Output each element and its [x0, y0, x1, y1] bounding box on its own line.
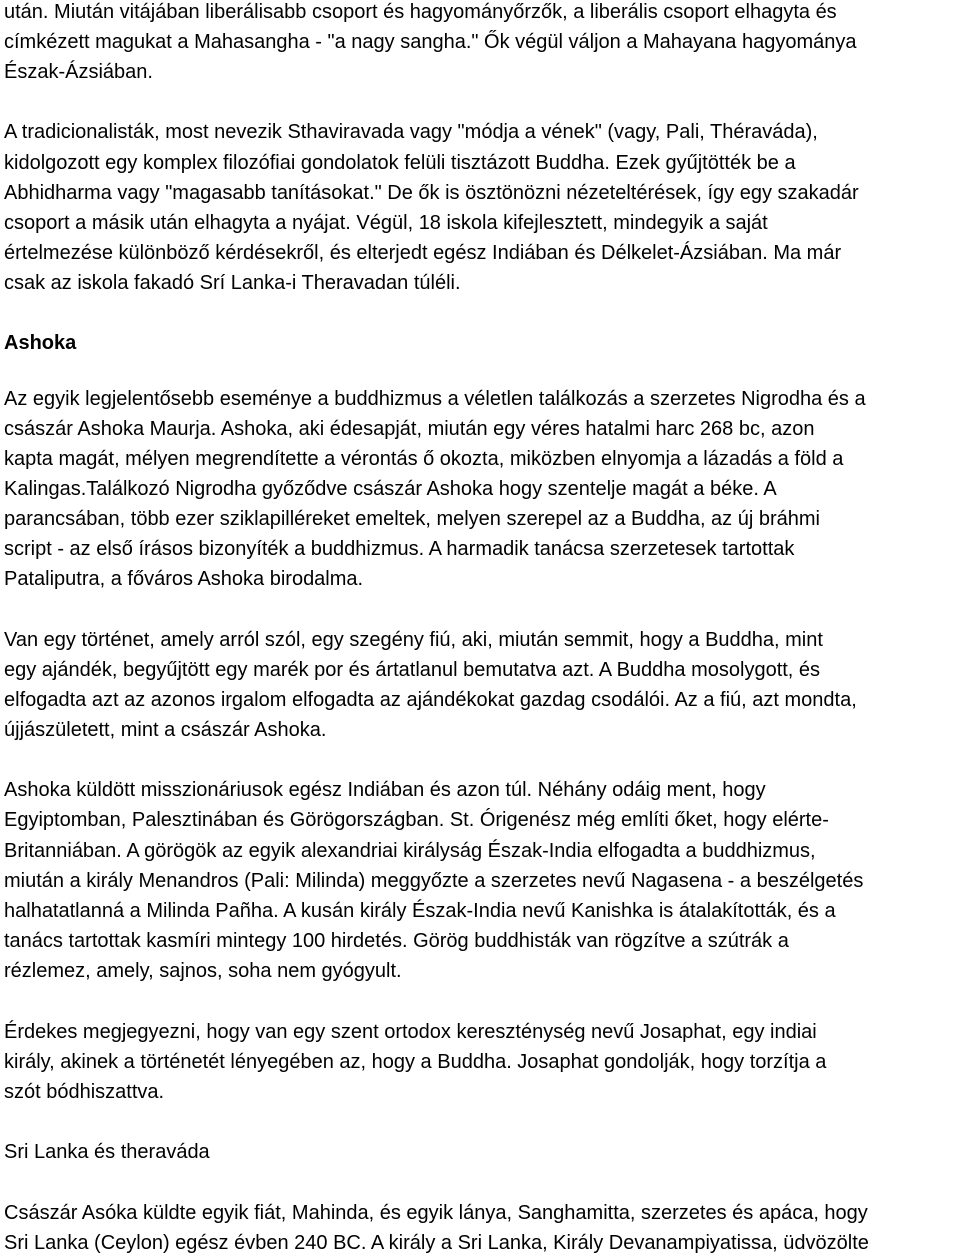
text-line: után. Miután vitájában liberálisabb csoport és hagyományőrzők, a liberális csoport elhagyta és	[4, 1, 837, 23]
text-line: Britanniában. A görögök az egyik alexandriai királyság Észak-India elfogadta a buddhizmus,	[4, 840, 816, 862]
text-line: Észak-Ázsiában.	[4, 61, 153, 83]
text-line: Egyiptomban, Palesztinában és Görögországban. St. Órigenész még említi őket, hogy elérte-	[4, 809, 829, 831]
text-line: szót bódhiszattva.	[4, 1081, 165, 1103]
section-heading-ashoka: Ashoka	[4, 332, 77, 354]
text-line: Pataliputra, a főváros Ashoka birodalma.	[4, 568, 364, 590]
text-line: elfogadta azt az azonos irgalom elfogadta az ajándékokat gazdag csodálói. Az a fiú, azt mondta,	[4, 689, 857, 711]
text-line: A tradicionalisták, most nevezik Sthaviravada vagy "módja a vének" (vagy, Pali, Théraváda),	[4, 121, 818, 143]
text-line: tanács tartottak kasmíri mintegy 100 hirdetés. Görög buddhisták van rögzítve a szútrák a	[4, 930, 789, 952]
text-line: script - az első írásos bizonyíték a buddhizmus. A harmadik tanácsa szerzetesek tartottak	[4, 538, 795, 560]
text-line: Az egyik legjelentősebb eseménye a buddhizmus a véletlen találkozás a szerzetes Nigrodha és a	[4, 388, 866, 410]
section-heading-sri-lanka: Sri Lanka és theraváda	[4, 1141, 210, 1163]
text-line: Sri Lanka (Ceylon) egész évben 240 BC. A király a Sri Lanka, Király Devanampiyatissa, üdvözölte	[4, 1232, 869, 1254]
text-line: értelmezése különböző kérdésekről, és elterjedt egész Indiában és Délkelet-Ázsiában. Ma már	[4, 242, 842, 264]
text-line: kapta magát, mélyen megrendítette a vérontás ő okozta, miközben elnyomja a lázadás a föld a	[4, 448, 844, 470]
text-line: miután a király Menandros (Pali: Milinda) meggyőzte a szerzetes nevű Nagasena - a beszélgetés	[4, 870, 864, 892]
text-line: kidolgozott egy komplex filozófiai gondolatok felüli tisztázott Buddha. Ezek gyűjtötték be a	[4, 152, 796, 174]
text-line: egy ajándék, begyűjtött egy marék por és ártatlanul bemutatva azt. A Buddha mosolygott, és	[4, 659, 821, 681]
text-line: rézlemez, amely, sajnos, soha nem gyógyult.	[4, 960, 402, 982]
text-line: császár Ashoka Maurja. Ashoka, aki édesapját, miután egy véres hatalmi harc 268 bc, azon	[4, 418, 815, 440]
text-line: Ashoka küldött misszionáriusok egész Indiában és azon túl. Néhány odáig ment, hogy	[4, 779, 766, 801]
text-line: király, akinek a történetét lényegében az, hogy a Buddha. Josaphat gondolják, hogy torzítja a	[4, 1051, 827, 1073]
text-line: csak az iskola fakadó Srí Lanka-i Theravadan túléli.	[4, 272, 461, 294]
text-line: Császár Asóka küldte egyik fiát, Mahinda, és egyik lánya, Sanghamitta, szerzetes és apáca, hogy	[4, 1202, 868, 1224]
text-line: újjászületett, mint a császár Ashoka.	[4, 719, 327, 741]
text-line: Abhidharma vagy "magasabb tanításokat." De ők is ösztönözni nézeteltérések, így egy szakadár	[4, 182, 859, 204]
text-line: halhatatlanná a Milinda Pañha. A kusán király Észak-India nevű Kanishka is átalakították, és a	[4, 900, 836, 922]
text-line: parancsában, több ezer sziklapilléreket emeltek, melyen szerepel az a Buddha, az új bráhmi	[4, 508, 820, 530]
text-line: csoport a másik után elhagyta a nyájat. Végül, 18 iskola kifejlesztett, mindegyik a saját	[4, 212, 768, 234]
text-line: Kalingas.Találkozó Nigrodha győződve császár Ashoka hogy szentelje magát a béke. A	[4, 478, 777, 500]
text-line: címkézett magukat a Mahasangha - "a nagy sangha." Ők végül váljon a Mahayana hagyománya	[4, 31, 857, 53]
text-line: Érdekes megjegyezni, hogy van egy szent ortodox kereszténység nevű Josaphat, egy indiai	[4, 1021, 817, 1043]
text-line: Van egy történet, amely arról szól, egy szegény fiú, aki, miután semmit, hogy a Buddha, mint	[4, 629, 823, 651]
